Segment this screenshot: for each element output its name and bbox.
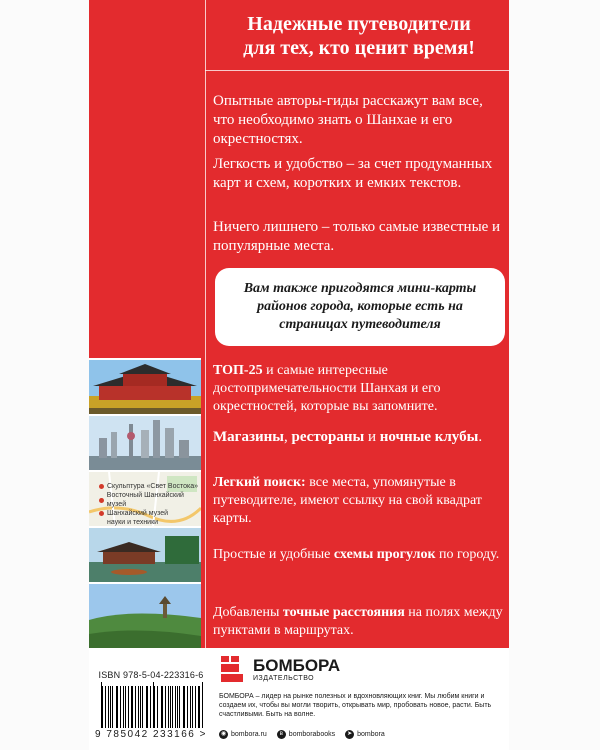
globe-icon: ◉ (220, 731, 227, 737)
pagoda-photo (89, 582, 201, 650)
barcode-bar (192, 686, 193, 728)
map-pin-icon (99, 511, 104, 516)
feature-search (213, 474, 505, 528)
feature-text: . (478, 429, 483, 445)
barcode (101, 682, 205, 728)
social-links (219, 730, 385, 739)
feature-bold: схемы прогулок (333, 547, 436, 562)
feature-top25 (213, 362, 505, 416)
barcode-bar (199, 686, 200, 728)
bombora-logo-icon (219, 654, 247, 684)
map-label: науки и техники (107, 519, 159, 526)
back-cover (89, 0, 509, 750)
feature-walks (213, 546, 505, 564)
publisher-logo (219, 654, 340, 684)
barcode-bar (150, 686, 151, 728)
map-thumbnail (89, 470, 201, 526)
feature-text: все места, упомянутые в путеводителе, имеют ссылку на свой квадрат карты. (213, 475, 482, 526)
garden-photo (89, 526, 201, 582)
barcode-bar (110, 686, 111, 728)
feature-distances (213, 604, 505, 640)
callout-box (215, 268, 505, 346)
barcode-bar (123, 686, 124, 728)
barcode-bar (146, 686, 147, 728)
barcode-bar (116, 686, 117, 728)
publisher-sub: ИЗДАТЕЛЬСТВО (253, 674, 315, 682)
map-labels (99, 482, 201, 526)
feature-bold: ТОП-25 (213, 363, 263, 378)
callout-text: Вам также пригодятся мини-карты районов города, которые есть на страницах путеводителя (243, 281, 477, 332)
feature-text: на полях между пунктами в маршрутах. (213, 605, 503, 638)
feature-text: и самые интересные достопримечательности Шанхая и его окрестностей, которые вы запомните. (213, 363, 441, 414)
barcode-bar (187, 686, 188, 728)
barcode-digits: 9 785042 233166 > (95, 729, 207, 740)
feature-text: по городу. (435, 547, 500, 562)
map-pin-icon (99, 484, 104, 489)
feature-bold: рестораны (291, 429, 365, 445)
barcode-bar (168, 686, 169, 728)
headline-line-1: Надежные путеводители (247, 13, 471, 35)
map-pin-icon (99, 498, 104, 503)
feature-bold: Магазины (213, 429, 284, 445)
map-label: Шанхайский музей (107, 510, 169, 517)
feature-text: Простые и удобные (213, 547, 334, 562)
barcode-bar (175, 686, 176, 728)
social-site[interactable] (219, 730, 267, 739)
social-tg[interactable] (345, 730, 385, 739)
map-label: Скульптура «Свет Востока» (107, 483, 198, 490)
barcode-bar (125, 686, 126, 728)
paragraph-authors: Опытные авторы-гиды расскажут вам все, что необходимо знать о Шанхае и его окрестностях. (213, 93, 483, 147)
feature-text: Добавлены (213, 605, 283, 620)
social-label: bomborabooks (288, 731, 336, 738)
paragraph-ease: Легкость и удобство – за счет продуманных карт и схем, коротких и емких текстов. (213, 156, 493, 191)
skyline-photo (89, 414, 201, 470)
telegram-icon: ➤ (347, 731, 353, 737)
barcode-block (93, 670, 209, 740)
temple-photo (89, 358, 201, 414)
social-label: bombora.ru (231, 731, 267, 738)
feature-shops (213, 428, 505, 447)
social-vk[interactable] (277, 730, 335, 739)
feature-text: , (284, 429, 292, 445)
barcode-bar (157, 686, 158, 728)
barcode-bar (138, 686, 139, 728)
barcode-bar (161, 686, 162, 728)
social-label: bombora (357, 731, 385, 738)
headline (209, 12, 509, 60)
vk-icon: в (277, 730, 286, 739)
barcode-bar (102, 686, 103, 728)
publisher-description: БОМБОРА – лидер на рынке полезных и вдохновляющих книг. Мы любим книги и создаем их, чтобы вы могли творить, открывать мир, пробовать новое, расти. Быть счастливыми. Быть на волне. (219, 693, 492, 718)
barcode-bar (132, 686, 133, 728)
feature-bold: Легкий поиск: (213, 475, 306, 490)
horizontal-divider (205, 70, 509, 71)
imprint-strip (89, 648, 509, 750)
feature-bold: ночные клубы (379, 429, 479, 445)
map-label: Восточный Шанхайский музей (106, 492, 184, 508)
feature-text: и (364, 429, 380, 445)
publisher-name: БОМБОРА (253, 655, 341, 675)
isbn-text: ISBN 978-5-04-223316-6 (98, 670, 204, 680)
paragraph-nothing-extra: Ничего лишнего – только самые известные и популярные места. (213, 219, 501, 254)
feature-bold: точные расстояния (282, 605, 405, 620)
barcode-bar (179, 686, 180, 728)
headline-line-2: для тех, кто ценит время! (243, 37, 475, 59)
vertical-divider (205, 0, 206, 700)
